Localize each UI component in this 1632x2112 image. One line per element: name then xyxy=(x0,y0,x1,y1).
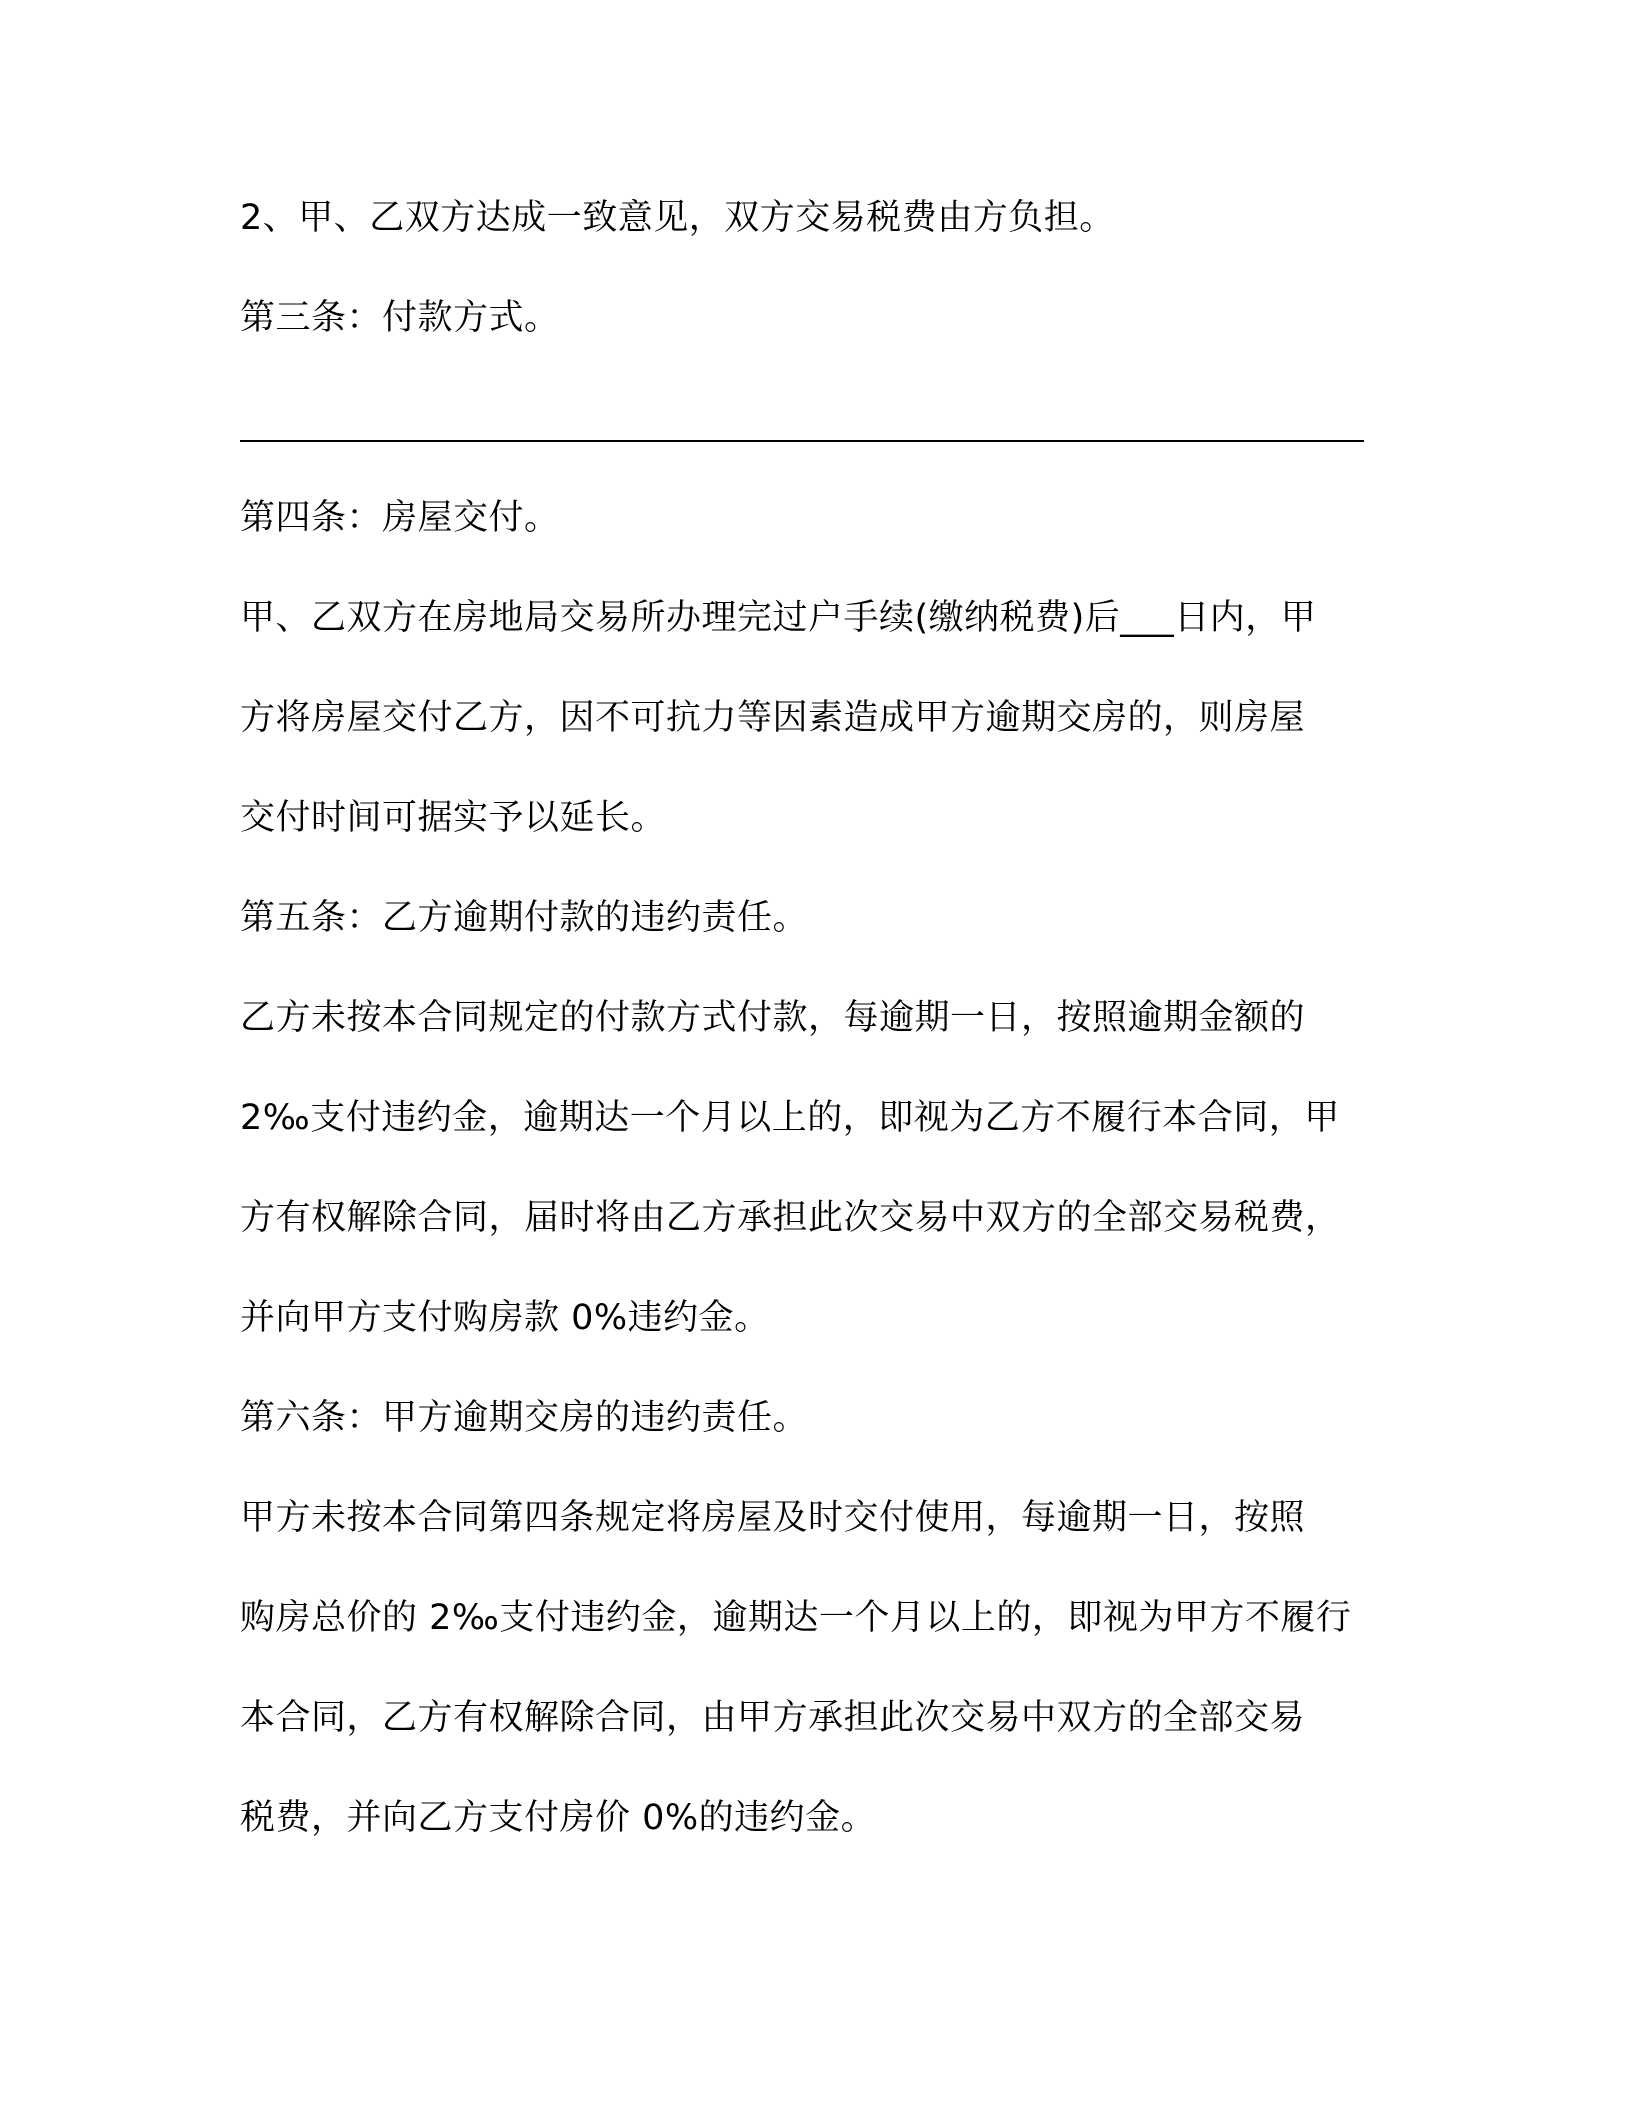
article-5-heading: 第五条：乙方逾期付款的违约责任。 xyxy=(240,898,809,938)
article-6-heading: 第六条：甲方逾期交房的违约责任。 xyxy=(240,1398,809,1438)
article-6-text-line-2: 购房总价的 2‰支付违约金，逾期达一个月以上的，即视为甲方不履行 xyxy=(240,1598,1352,1638)
payment-blank-line xyxy=(240,440,1364,442)
article-4-heading: 第四条：房屋交付。 xyxy=(240,498,560,538)
article-4-text-line-3: 交付时间可据实予以延长。 xyxy=(240,798,667,838)
article-5-text-line-4: 并向甲方支付购房款 0%违约金。 xyxy=(240,1298,770,1338)
article-3-heading: 第三条：付款方式。 xyxy=(240,298,560,338)
article-4-text-line-1: 甲、乙双方在房地局交易所办理完过户手续(缴纳税费)后___日内，甲 xyxy=(240,598,1317,638)
article-5-text-line-3: 方有权解除合同，届时将由乙方承担此次交易中双方的全部交易税费， xyxy=(240,1198,1341,1238)
clause-2-tax-text: 2、甲、乙双方达成一致意见，双方交易税费由方负担。 xyxy=(240,198,1115,238)
article-6-text-line-1: 甲方未按本合同第四条规定将房屋及时交付使用，每逾期一日，按照 xyxy=(240,1498,1306,1538)
article-4-text-line-2: 方将房屋交付乙方，因不可抗力等因素造成甲方逾期交房的，则房屋 xyxy=(240,698,1306,738)
article-5-text-line-1: 乙方未按本合同规定的付款方式付款，每逾期一日，按照逾期金额的 xyxy=(240,998,1306,1038)
article-6-text-line-4: 税费，并向乙方支付房价 0%的违约金。 xyxy=(240,1798,877,1838)
article-6-text-line-3: 本合同，乙方有权解除合同，由甲方承担此次交易中双方的全部交易 xyxy=(240,1698,1306,1738)
article-5-text-line-2: 2‰支付违约金，逾期达一个月以上的，即视为乙方不履行本合同，甲 xyxy=(240,1098,1340,1138)
